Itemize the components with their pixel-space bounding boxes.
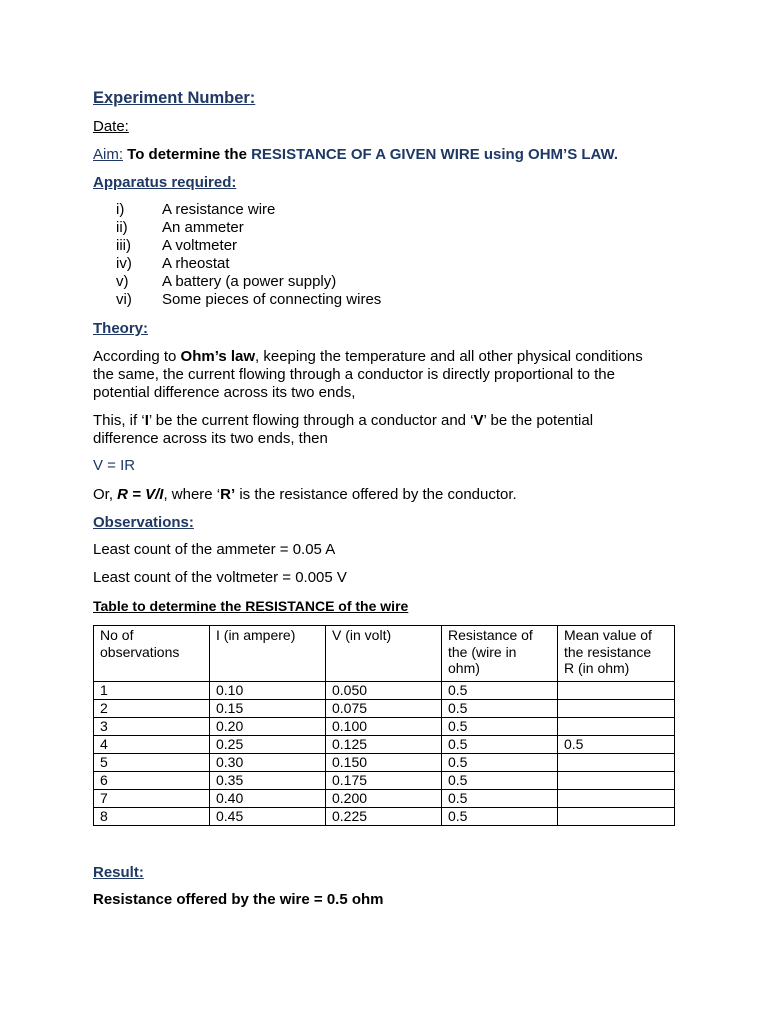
list-item: vi) Some pieces of connecting wires xyxy=(116,291,382,308)
table-cell: 0.10 xyxy=(210,682,326,700)
table-cell: 7 xyxy=(94,790,210,808)
table-cell: 0.5 xyxy=(442,682,558,700)
table-cell: 6 xyxy=(94,772,210,790)
table-cell: 0.40 xyxy=(210,790,326,808)
table-cell: 0.225 xyxy=(326,808,442,826)
column-header: Mean value of the resistance R (in ohm) xyxy=(558,626,675,682)
table-cell: 0.20 xyxy=(210,718,326,736)
table-cell: 0.5 xyxy=(442,790,558,808)
aim-highlight: RESISTANCE OF A GIVEN WIRE using OHM’S LAW. xyxy=(251,146,619,163)
table-row xyxy=(94,772,675,790)
column-header: Resistance of the (wire in ohm) xyxy=(442,626,558,682)
list-item: ii) An ammeter xyxy=(116,219,244,236)
table-cell: 0.5 xyxy=(442,718,558,736)
aim-text: To determine the xyxy=(127,146,247,163)
page-title: Experiment Number: xyxy=(93,89,256,107)
table-cell: 1 xyxy=(94,682,210,700)
list-item: iii) A voltmeter xyxy=(116,237,238,254)
table-row xyxy=(94,736,675,754)
table-cell: 0.35 xyxy=(210,772,326,790)
table-cell: 5 xyxy=(94,754,210,772)
column-header: I (in ampere) xyxy=(210,626,326,682)
table-cell: 3 xyxy=(94,718,210,736)
list-item: v) A battery (a power supply) xyxy=(116,273,337,290)
table-cell: 0.5 xyxy=(442,808,558,826)
theory-heading: Theory: xyxy=(93,320,149,337)
result-text: Resistance offered by the wire = 0.5 ohm xyxy=(93,891,384,908)
result-heading: Result: xyxy=(93,864,144,881)
table-cell xyxy=(558,772,675,790)
table-cell xyxy=(558,808,675,826)
table-cell xyxy=(558,682,675,700)
list-item: i) A resistance wire xyxy=(116,201,276,218)
table-cell: 8 xyxy=(94,808,210,826)
table-cell: 0.25 xyxy=(210,736,326,754)
voltmeter-least-count: Least count of the voltmeter = 0.005 V xyxy=(93,569,347,586)
theory-paragraph-3: Or, R = V/I, where ‘R’ is the resistance offered by the conductor. xyxy=(93,486,517,503)
table-cell: 0.5 xyxy=(442,700,558,718)
column-header: V (in volt) xyxy=(326,626,442,682)
column-header: No of observations xyxy=(94,626,210,682)
table-cell: 0.5 xyxy=(558,736,675,754)
table-row xyxy=(94,808,675,826)
table-cell: 0.30 xyxy=(210,754,326,772)
table-cell: 0.125 xyxy=(326,736,442,754)
table-row xyxy=(94,682,675,700)
date-label: Date: xyxy=(93,118,129,135)
ammeter-least-count: Least count of the ammeter = 0.05 A xyxy=(93,541,336,558)
table-cell: 0.175 xyxy=(326,772,442,790)
aim-line xyxy=(93,146,618,164)
observations-heading: Observations: xyxy=(93,514,194,531)
table-cell: 0.200 xyxy=(326,790,442,808)
table-cell xyxy=(558,754,675,772)
ohms-law-equation: V = IR xyxy=(93,457,136,474)
table-cell: 0.150 xyxy=(326,754,442,772)
observations-table xyxy=(93,625,675,826)
table-cell xyxy=(558,790,675,808)
theory-paragraph-2: This, if ‘I’ be the current flowing through a conductor and ‘V’ be the potential difference across its two ends, then xyxy=(93,412,594,447)
aim-label: Aim: xyxy=(93,146,123,163)
table-row xyxy=(94,718,675,736)
table-row xyxy=(94,700,675,718)
table-cell: 0.075 xyxy=(326,700,442,718)
table-cell: 0.5 xyxy=(442,772,558,790)
table-cell: 4 xyxy=(94,736,210,754)
table-cell: 0.5 xyxy=(442,736,558,754)
table-cell: 0.5 xyxy=(442,754,558,772)
table-row xyxy=(94,754,675,772)
table-cell: 0.050 xyxy=(326,682,442,700)
theory-paragraph-1: According to Ohm’s law, keeping the temperature and all other physical conditions the same, the current flowing through a conductor is directly proportional to the potential difference across its two ends, xyxy=(93,348,643,401)
list-item: iv) A rheostat xyxy=(116,255,230,272)
table-header-row xyxy=(94,626,675,682)
table-cell: 0.15 xyxy=(210,700,326,718)
apparatus-heading: Apparatus required: xyxy=(93,174,237,191)
table-cell: 2 xyxy=(94,700,210,718)
table-cell xyxy=(558,700,675,718)
table-cell: 0.100 xyxy=(326,718,442,736)
table-title: Table to determine the RESISTANCE of the wire xyxy=(93,598,409,614)
table-cell xyxy=(558,718,675,736)
table-row xyxy=(94,790,675,808)
table-cell: 0.45 xyxy=(210,808,326,826)
table-body xyxy=(94,682,675,826)
